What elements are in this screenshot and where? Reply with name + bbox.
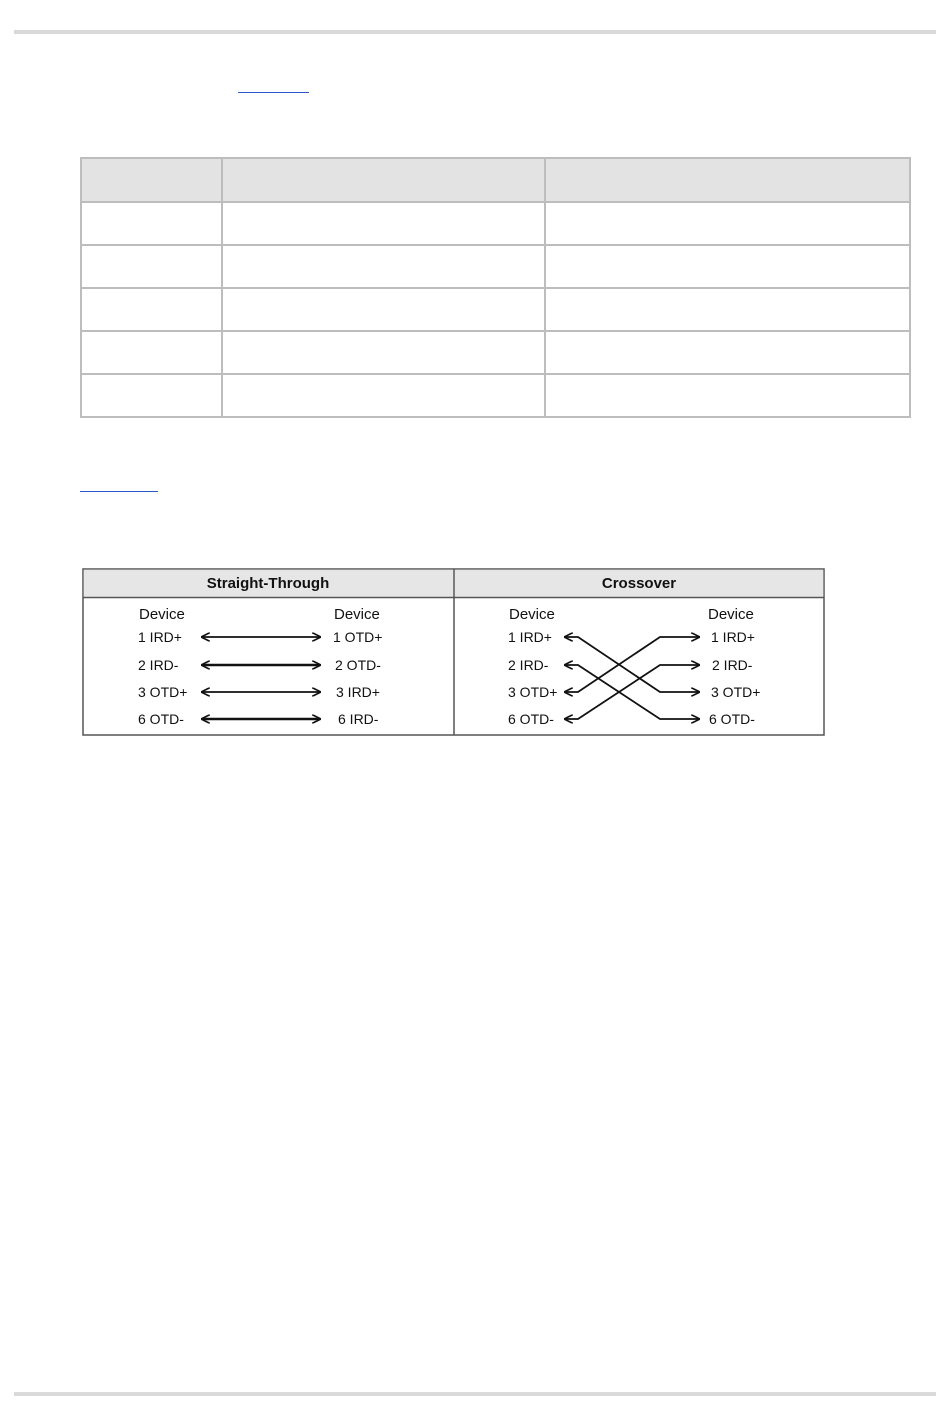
- table-cell: [222, 245, 545, 288]
- table-cell: [545, 288, 910, 331]
- table-row: [81, 374, 910, 417]
- cross-reference-link[interactable]: [80, 490, 158, 492]
- pin-label: 2 IRD-: [508, 657, 549, 673]
- pin-label: 3 IRD+: [336, 684, 380, 700]
- pin-label: 2 IRD-: [138, 657, 179, 673]
- table-cell: [545, 202, 910, 245]
- device-label: Device: [708, 606, 754, 623]
- table-cell: [545, 245, 910, 288]
- pinout-table: [80, 157, 911, 418]
- pin-label: 6 OTD-: [138, 711, 184, 727]
- pin-label: 3 OTD+: [508, 684, 558, 700]
- device-label: Device: [334, 606, 380, 623]
- pin-label: 1 IRD+: [138, 629, 182, 645]
- table-cell: [81, 245, 222, 288]
- straight-through-title: Straight-Through: [206, 575, 330, 592]
- table-header-cell: [81, 158, 222, 202]
- table-cell: [81, 374, 222, 417]
- table-row: [81, 245, 910, 288]
- pin-label: 6 OTD-: [508, 711, 554, 727]
- table-cell: [81, 288, 222, 331]
- table-row: [81, 202, 910, 245]
- table-header-row: [81, 158, 910, 202]
- top-page-rule: [14, 30, 936, 34]
- cable-wiring-diagram: [82, 568, 825, 736]
- pin-label: 1 OTD+: [333, 629, 383, 645]
- table-header-cell: [222, 158, 545, 202]
- device-label: Device: [509, 606, 555, 623]
- pin-label: 2 OTD-: [335, 657, 381, 673]
- table-cell: [545, 331, 910, 374]
- pin-label: 1 IRD+: [711, 629, 755, 645]
- pin-label: 6 OTD-: [709, 711, 755, 727]
- table-row: [81, 331, 910, 374]
- table-cell: [222, 374, 545, 417]
- cross-reference-link[interactable]: [238, 91, 309, 93]
- table-row: [81, 288, 910, 331]
- table-cell: [222, 288, 545, 331]
- cable-wiring-figure: [82, 568, 825, 741]
- bottom-page-rule: [14, 1392, 936, 1396]
- table-cell: [545, 374, 910, 417]
- table-cell: [81, 331, 222, 374]
- pin-label: 6 IRD-: [338, 711, 379, 727]
- pin-label: 1 IRD+: [508, 629, 552, 645]
- crossover-title: Crossover: [601, 575, 677, 592]
- pin-label: 3 OTD+: [711, 684, 761, 700]
- pin-label: 2 IRD-: [712, 657, 753, 673]
- table-cell: [222, 331, 545, 374]
- device-label: Device: [139, 606, 185, 623]
- table-cell: [222, 202, 545, 245]
- table-header-cell: [545, 158, 910, 202]
- table-cell: [81, 202, 222, 245]
- pin-label: 3 OTD+: [138, 684, 188, 700]
